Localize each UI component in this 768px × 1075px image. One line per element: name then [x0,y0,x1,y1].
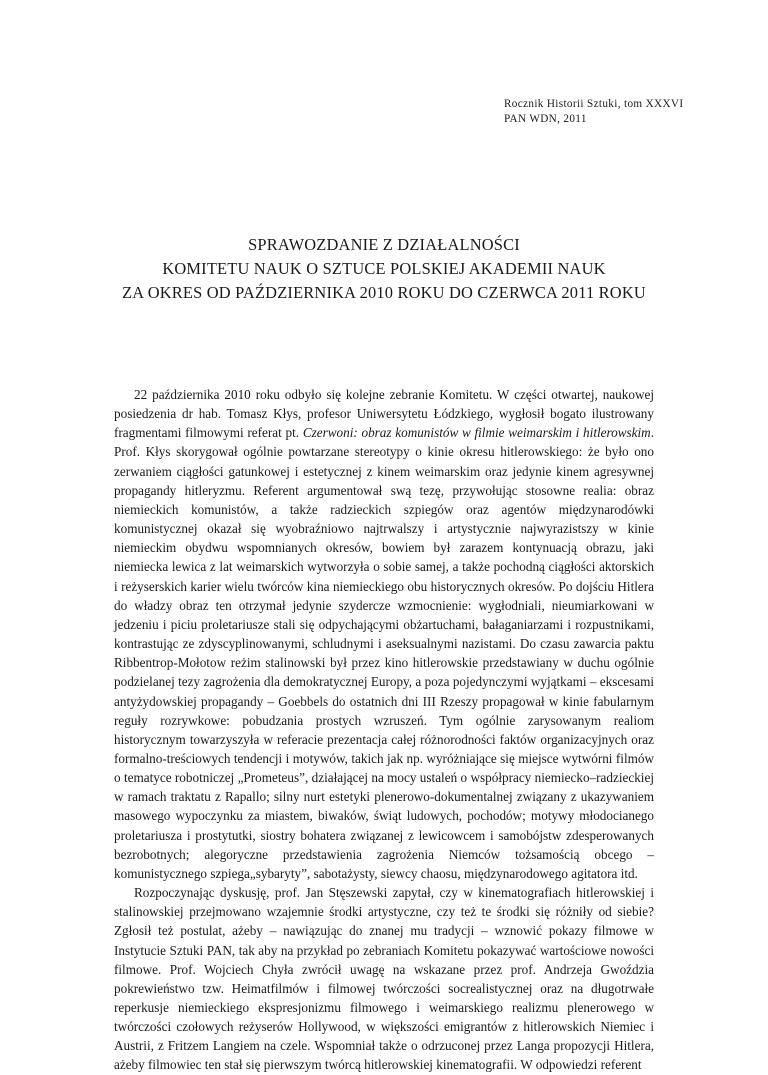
paragraph-1-text-end: . Prof. Kłys skorygował ogólnie powtarzane stereotypy o kinie okresu hitlerowskiego: że było ono zerwaniem ciągłości gatunkowej i estetycznej z kinem weimarskim oraz jedynie kinem agresywnej propagandy hitleryzmu. Referent argumentował swą tezę, przywołując stosowne realia: obraz niemieckich komunistów, a także radzieckich szpiegów oraz agentów międzynarodówki komunistycznej okazał się wyobraźniowo najtrwalszy i artystycznie najwyrazistszy w kinie niemieckim obydwu wspomnianych okresów, bowiem był zarazem kontynuacją obrazu, jaki niemiecka lewica z lat weimarskich wytworzyła o sobie samej, a także pochodną ciągłości aktorskich i reżyserskich karier wielu twórców kina niemieckiego obu historycznych okresów. Po dojściu Hitlera do władzy obraz ten otrzymał jedynie szydercze wzmocnienie: wygłodniali, nieumiarkowani w jedzeniu i piciu proletariusze stali się odpychającymi obżartuchami, bałaganiarzami i rozpustnikami, kontrastując ze zdyscyplinowanymi, schludnymi i aseksualnymi nazistami. Do czasu zawarcia paktu Ribbentrop-Mołotow reżim stalinowski był przez kino hitlerowskie przedstawiany w duchu ogólnie podzielanej tezy zagrożenia dla demokratycznej Europy, a poza pojedynczymi wyjątkami – ekscesami antyżydowskiej propagandy – Goebbels do ostatnich dni III Rzeszy propagował w kinie fabularnym reguły rozrywkowe: pobudzania prostych wzruszeń. Tym ogólnie zarysowanym realiom historycznym towarzyszyła w referacie prezentacja całej różnorodności faktów organizacyjnych oraz formalno-treściowych tendencji i motywów, takich jak np. wyróżniające się miejsce wytwórni filmów o tematyce robotniczej „Prometeus”, działającej na mocy ustaleń o współpracy niemiecko–radzieckiej w ramach traktatu z Rapallo; silny nurt estetyki plenerowo-dokumentalnej związany z ukazywaniem masowego wypoczynku za miastem, biwaków, świąt ludowych, pochodów; motywy młodocianego proletariusza i prostytutki, siostry bohatera związanej z lewicowcem i samobójstw zdesperowanych bezrobotnych; alegoryczne przedstawienia zagrożenia Niemców tożsamością obcego – komunistycznego szpiega„sybaryty”, sabotażysty, siewcy chaosu, międzynarodowego agitatora itd. [114,425,654,881]
publisher-line: PAN WDN, 2011 [504,113,587,125]
lecture-title: Czerwoni: obraz komunistów w filmie weimarskim i hitlerowskim [302,425,651,441]
journal-header [504,97,683,127]
paragraph-2: Rozpoczynając dyskusję, prof. Jan Stęszewski zapytał, czy w kinematografiach hitlerowskiej i stalinowskiej przejmowano wzajemnie środki artystyczne, czy też te środki się różniły od siebie? Zgłosił też postulat, ażeby – nawiązując do znanej mu tradycji – wznowić pokazy filmowe w Instytucie Sztuki PAN, tak aby na przykład po zebraniach Komitetu pokazywać wartościowe nowości filmowe. Prof. Wojciech Chyła zwrócił uwagę na wskazane przez prof. Andrzeja Gwoździa pokrewieństwo tzw. Heimatfilmów i filmowej twórczości socrealistycznej oraz na długotrwałe reperkusje niemieckiego ekspresjonizmu filmowego i weimarskiego realizmu plenerowego w twórczości czołowych reżyserów Hollywood, w większości emigrantów z hitlerowskich Niemiec i Austrii, z Fritzem Langiem na czele. Wspomniał także o odrzuconej przez Langa propozycji Hitlera, ażeby filmowiec ten stał się pierwszym twórcą hitlerowskiej kinematografii. W odpowiedzi referent [114,885,654,1073]
paragraph-1 [114,385,654,883]
title-line-3: ZA OKRES OD PAŹDZIERNIKA 2010 ROKU DO CZERWCA 2011 ROKU [122,283,646,302]
report-body [114,385,654,1075]
title-line-1: SPRAWOZDANIE Z DZIAŁALNOŚCI [248,235,520,254]
title-line-2: KOMITETU NAUK O SZTUCE POLSKIEJ AKADEMII NAUK [162,259,606,278]
journal-citation: Rocznik Historii Sztuki, tom XXXVI [504,98,684,110]
report-title [40,233,728,305]
paragraph-1-text-start: 22 października 2010 roku odbyło się kolejne zebranie Komitetu. W części otwartej, naukowej posiedzenia dr hab. Tomasz Kłys, profesor Uniwersytetu Łódzkiego, wygłosił bogato ilustrowany fragmentami filmowymi referat pt. [114,387,654,441]
